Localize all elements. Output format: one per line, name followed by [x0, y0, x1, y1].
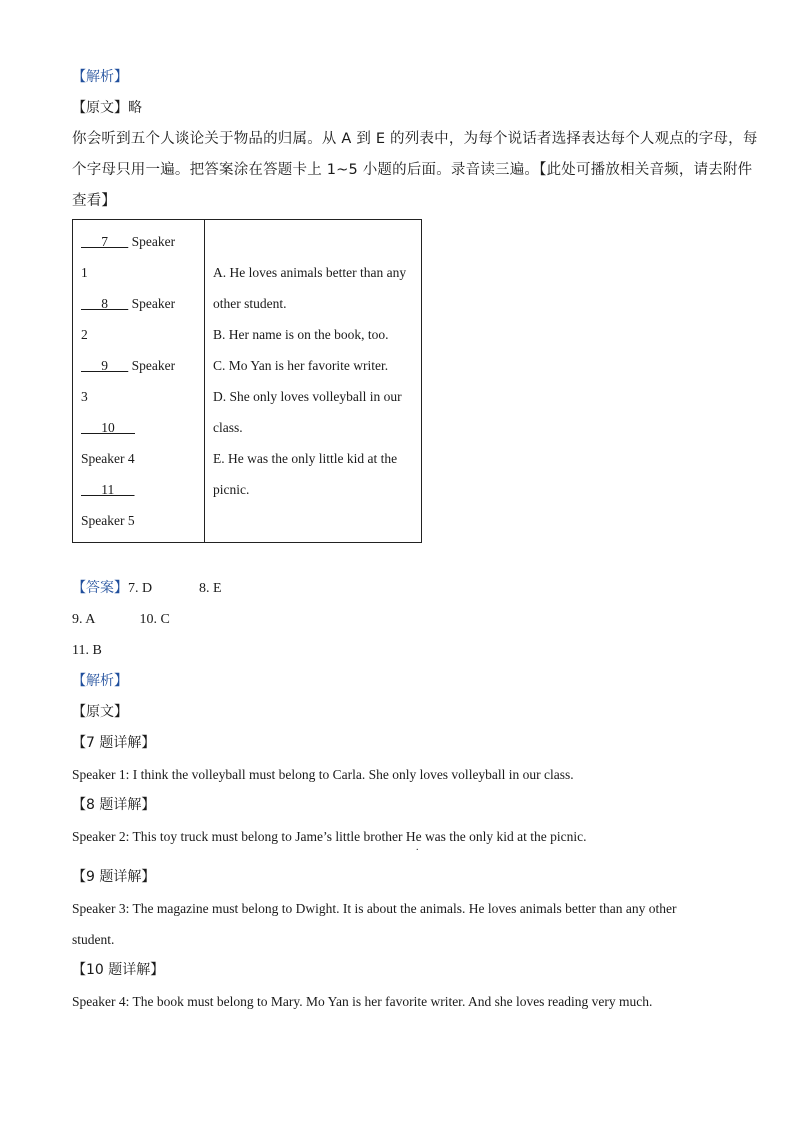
- instructions-line-1: 你会听到五个人谈论关于物品的归属。从 A 到 E 的列表中，为每个说话者选择表达每个人观点的字母，每: [72, 131, 758, 147]
- speaker-number: Speaker 4: [81, 451, 135, 466]
- answer-blank: 8: [81, 296, 129, 311]
- speaker-number: Speaker 5: [81, 513, 135, 528]
- instructions-paragraph: [72, 124, 758, 217]
- speaker-column: [73, 220, 205, 543]
- answer-7: 7. D: [128, 581, 153, 596]
- option-line: E. He was the only little kid at the: [213, 451, 398, 466]
- speaker-row: [81, 226, 196, 257]
- speaker-number: 1: [81, 265, 88, 280]
- answer-blank: 9: [81, 358, 129, 373]
- answer-blank: 11: [81, 482, 135, 497]
- speaker-label: Speaker: [131, 234, 176, 249]
- speaker-row: [81, 474, 196, 505]
- speaker-label: Speaker: [131, 296, 176, 311]
- detail-title-9: 【9 题详解】: [72, 869, 156, 885]
- answer-blank: 7: [81, 234, 129, 249]
- detail-title-10: 【10 题详解】: [72, 962, 165, 978]
- speaker-label: Speaker: [131, 358, 176, 373]
- answers-label: 【答案】: [72, 580, 128, 596]
- detail-text-10: Speaker 4: The book must belong to Mary. Mo Yan is her favorite writer. And she loves reading very much.: [72, 994, 653, 1009]
- answer-10: 10. C: [139, 612, 170, 627]
- instructions-line-2: 个字母只用一遍。把答案涂在答题卡上 1~5 小题的后面。录音读三遍。【此处可播放相关音频，请去附件: [72, 162, 753, 178]
- answers-block: [72, 573, 722, 666]
- detail-title-8: 【8 题详解】: [72, 797, 156, 813]
- option-line: other student.: [213, 296, 287, 311]
- detail-title-7: 【7 题详解】: [72, 735, 156, 751]
- analysis-heading: 【解析】: [72, 69, 128, 85]
- detail-text-9-cont: student.: [72, 932, 115, 947]
- options-column: [205, 220, 422, 543]
- speaker-row: [81, 288, 196, 319]
- detail-text-9: Speaker 3: The magazine must belong to Dwight. It is about the animals. He loves animals better than any other: [72, 901, 677, 916]
- option-line: A. He loves animals better than any: [213, 265, 407, 280]
- option-line: C. Mo Yan is her favorite writer.: [213, 358, 389, 373]
- option-line: class.: [213, 420, 243, 435]
- answer-11: 11. B: [72, 643, 102, 658]
- document-page: 【解析】 【原文】略 你会听到五个人谈论关于物品的归属。从 A 到 E 的列表中，为每个说话者选择表达每个人观点的字母，每 个字母只用一遍。把答案涂在答题卡上 1~5 小题的后面。录音读三遍。【此处可播放相关音频，请去附件 查看】 7 Speaker 1 8 Speaker 2 9 Speaker 3 10 Speaker 4 11 Speaker 5 A. He loves animals better than any other student. B. Her name is on the book, too. C. Mo Yan is her favorite writer. D. She only loves volleyball in our class. E. He was the only little kid at the picnic. 【答案】7. D 8. E 9. A 10. C 11. B 【解析】 【原文】 【7 题详解】 Speaker 1: I think the volleyball must belong to Carla. She only loves volleyball in our class. 【8 题详解】 Speaker 2: This toy truck must belong to Jame’s little brother He was the only kid at the picnic. . 【9 题详解】 Speaker 3: The magazine must belong to Dwight. It is about the animals. He loves animals better than any other student. 【10 题详解】 Speaker 4: The book must belong to Mary. Mo Yan is her favorite writer. And she loves reading very much.: [72, 62, 722, 1017]
- speaker-number: 2: [81, 327, 88, 342]
- original-text-heading-2: 【原文】: [72, 704, 128, 720]
- option-line: D. She only loves volleyball in our: [213, 389, 402, 404]
- speaker-row: [81, 412, 196, 443]
- analysis-heading-2: 【解析】: [72, 673, 128, 689]
- answer-blank: 10: [81, 420, 135, 435]
- option-line: picnic.: [213, 482, 250, 497]
- option-line: B. Her name is on the book, too.: [213, 327, 389, 342]
- instructions-line-3: 查看】: [72, 193, 117, 209]
- answer-9: 9. A: [72, 612, 96, 627]
- detail-text-8: Speaker 2: This toy truck must belong to Jame’s little brother He was the only kid at the picnic.: [72, 829, 587, 844]
- matching-table: [72, 219, 422, 543]
- answer-8: 8. E: [199, 581, 222, 596]
- detail-text-7: Speaker 1: I think the volleyball must belong to Carla. She only loves volleyball in our class.: [72, 767, 574, 782]
- original-text-heading: 【原文】略: [72, 100, 142, 116]
- speaker-number: 3: [81, 389, 88, 404]
- speaker-row: [81, 350, 196, 381]
